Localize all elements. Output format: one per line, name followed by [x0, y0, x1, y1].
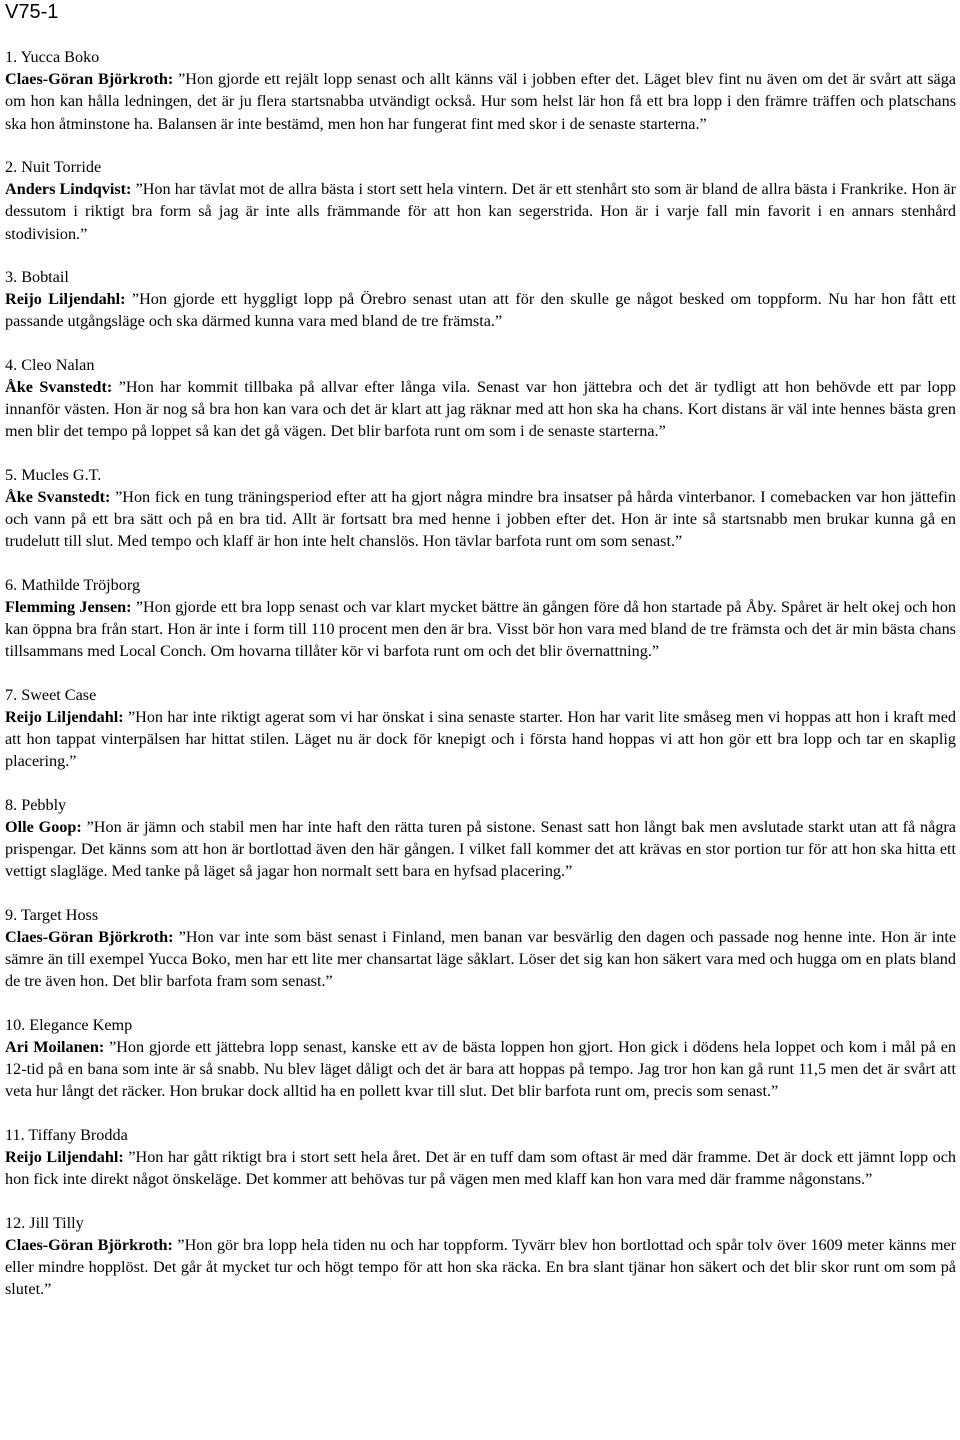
trainer-name: Åke Svanstedt: — [5, 488, 111, 506]
comment-body — [5, 178, 956, 245]
comment-body — [5, 926, 956, 993]
comment-quote: ”Hon har tävlat mot de allra bästa i stort sett hela vintern. Det är ett stenhårt sto som är bland de allra bästa i Frankrike. Hon är dessutom i riktigt bra form så jag är inte alls främmande för att hon kan segerstrida. Hon är i varje fall min favorit i en annars stenhård stodivision.” — [5, 180, 957, 243]
horse-title: 2. Nuit Torride — [5, 158, 102, 176]
comment-body — [5, 1036, 956, 1103]
list-item — [5, 574, 956, 663]
list-item — [5, 684, 956, 773]
list-item — [5, 46, 956, 135]
document-title: V75-1 — [5, 1, 59, 23]
list-item — [5, 1212, 956, 1301]
comment-body — [5, 288, 956, 332]
list-item — [5, 794, 956, 883]
horse-title: 5. Mucles G.T. — [5, 465, 102, 484]
horse-title: 9. Target Hoss — [5, 905, 99, 924]
comment-body — [5, 68, 956, 135]
trainer-name: Anders Lindqvist: — [5, 180, 132, 199]
comment-body — [5, 486, 956, 553]
list-item — [5, 904, 956, 993]
comment-body — [5, 1234, 956, 1301]
comment-quote: ”Hon har inte riktigt agerat som vi har önskat i sina senaste starter. Hon har varit lite småseg men vi hoppas att hon i kraft med att hon tappat vinterpälsen har hittat stilen. Läget nu är dock för knepigt och i första hand hoppas vi att hon gör ett bra lopp och tar en skaplig placering.” — [5, 708, 957, 771]
trainer-name: Olle Goop: — [5, 818, 82, 836]
list-item — [5, 1014, 956, 1103]
horse-title: 7. Sweet Case — [5, 685, 97, 704]
list-item — [5, 1124, 956, 1191]
comment-body — [5, 816, 956, 883]
horse-comments-list — [5, 46, 956, 1322]
comment-quote: ”Hon gjorde ett rejält lopp senast och allt känns väl i jobben efter det. Läget blev fint nu även om det är svårt att säga om hon kan hålla ledningen, det är ju flera startsnabba utvändigt också. Hur som helst lär hon få ett bra lopp i den främre träffen och platschans ska hon åtminstone ha. Balansen är inte bestämd, men hon har fungerat fint med skor i de senaste starterna.” — [5, 70, 956, 133]
comment-quote: ”Hon var inte som bäst senast i Finland, men banan var besvärlig den dagen och passade nog henne inte. Hon är inte sämre än till exempel Yucca Boko, men har ett lite mer chansartat läge såklart. Löser det sig kan hon säkert vara med och hugga om en plats bland de tre även hon. Det blir barfota fram som senast.” — [5, 928, 956, 991]
horse-title: 12. Jill Tilly — [5, 1213, 84, 1232]
horse-title: 6. Mathilde Tröjborg — [5, 575, 141, 594]
trainer-name: Reijo Liljendahl: — [5, 1148, 124, 1166]
list-item — [5, 354, 956, 443]
comment-quote: ”Hon är jämn och stabil men har inte haft den rätta turen på sistone. Senast satt hon långt bak men avslutade starkt utan att få några prispengar. Det känns som att hon är bortlottad även den här gången. I vilket fall kommer det att krävas en stor portion tur för att hon ska hitta ett vettigt slagläge. Med tanke på läget så jagar hon normalt sett bara en hyfsad placering.” — [5, 818, 956, 881]
trainer-name: Reijo Liljendahl: — [5, 290, 126, 309]
horse-title: 10. Elegance Kemp — [5, 1015, 133, 1034]
horse-title: 1. Yucca Boko — [5, 48, 100, 66]
comment-body — [5, 706, 956, 773]
horse-title: 4. Cleo Nalan — [5, 355, 95, 374]
list-item — [5, 464, 956, 553]
comment-quote: ”Hon fick en tung träningsperiod efter att ha gjort några mindre bra insatser på hårda vinterbanor. I comebacken var hon jättefin och vann på ett bra sätt och på en bra tid. Allt är fortsatt bra med henne i jobben efter det. Hon är inte så startsnabb men brukar kunna gå en trudelutt till slut. Med tempo och klaff är hon inte helt chanslös. Hon tävlar barfota runt om som senast.” — [5, 488, 956, 551]
comment-quote: ”Hon gjorde ett bra lopp senast och var klart mycket bättre än gången före då hon startade på Åby. Spåret är helt okej och hon kan öppna bra från start. Hon är inte i form till 110 procent men den är bra. Visst bör hon vara med bland de tre främsta och det är min bästa chans tillsammans med Local Conch. Om hovarna tillåter kör vi barfota runt om och det blir övernattning.” — [5, 598, 957, 661]
trainer-name: Claes-Göran Björkroth: — [5, 928, 174, 946]
trainer-name: Ari Moilanen: — [5, 1038, 105, 1056]
horse-title: 8. Pebbly — [5, 795, 67, 814]
comment-quote: ”Hon har gått riktigt bra i stort sett hela året. Det är en tuff dam som oftast är med där framme. Det är dock ett jämnt lopp och hon fick inte direkt något önskeläge. Det kommer att behövas tur på vägen men med klaff kan hon vara med där framme någonstans.” — [5, 1148, 956, 1189]
trainer-name: Claes-Göran Björkroth: — [5, 1235, 173, 1254]
comment-body — [5, 596, 956, 663]
comment-quote: ”Hon gör bra lopp hela tiden nu och har toppform. Tyvärr blev hon bortlottad och spår tolv över 1609 meter känns mer eller mindre hopplöst. Det går åt mycket tur och högt tempo för att hon ska räcka. En bra slant tjänar hon säkert och det blir skor runt om som på slutet.” — [5, 1235, 957, 1299]
comment-body — [5, 376, 956, 443]
trainer-name: Reijo Liljendahl: — [5, 708, 124, 726]
trainer-name: Flemming Jensen: — [5, 598, 132, 616]
list-item — [5, 156, 956, 245]
comment-quote: ”Hon gjorde ett jättebra lopp senast, kanske ett av de bästa loppen hon gjort. Hon gick i dödens hela loppet och kom i mål på en 12-tid på en bana som inte är så snabb. Nu blev läget dåligt och det är bara att hoppas på tempo. Jag tror hon kan gå runt 11,5 men det är svårt att veta hur långt det räcker. Hon brukar dock alltid ha en pollett kvar till slut. Det blir barfota runt om, precis som senast.” — [5, 1038, 956, 1101]
comment-quote: ”Hon gjorde ett hyggligt lopp på Örebro senast utan att för den skulle ge något besked om toppform. Nu har hon fått ett passande utgångsläge och ska därmed kunna vara med bland de tre främsta.” — [5, 290, 957, 331]
horse-title: 11. Tiffany Brodda — [5, 1125, 128, 1144]
trainer-name: Åke Svanstedt: — [5, 378, 113, 396]
comment-quote: ”Hon har kommit tillbaka på allvar efter långa vila. Senast var hon jättebra och det är tydligt att hon behövde ett par lopp innanför västen. Hon är nog så bra hon kan vara och det är klart att jag räknar med att hon ska ha chans. Kort distans är väl inte hennes bästa gren men blir det tempo på loppet så kan det gå vägen. Det blir barfota runt om som i de senaste starterna.” — [5, 378, 957, 441]
list-item — [5, 266, 956, 333]
horse-title: 3. Bobtail — [5, 268, 69, 286]
trainer-name: Claes-Göran Björkroth: — [5, 70, 174, 89]
comment-body — [5, 1146, 956, 1190]
